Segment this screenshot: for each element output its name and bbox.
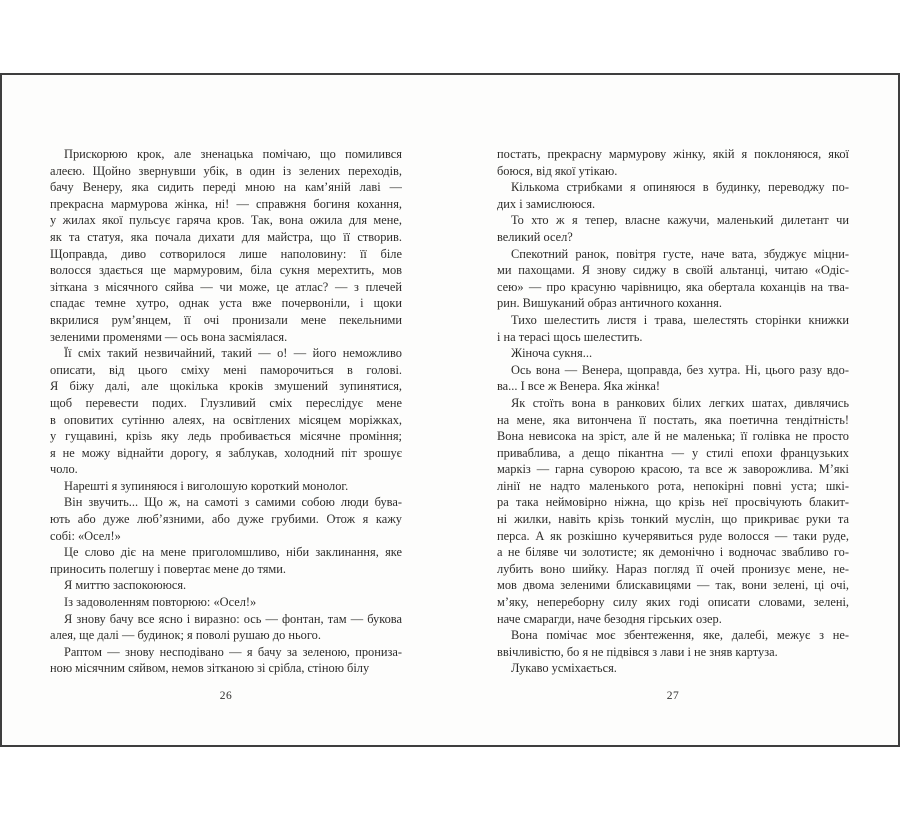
text-line: Кількома стрибками я опиняюся в будинку, переводжу по- (511, 180, 849, 195)
text-line: собі: «Осел!» (50, 528, 121, 543)
text-line: прекрасна мармурова жінка, ні! — справжня богиня кохання, (50, 196, 402, 211)
text-line: в оповитих сутінню алеях, на освітлених місяцем моріжках, (50, 412, 402, 427)
text-line: То хто ж я тепер, власне кажучи, маленький дилетант чи (511, 213, 849, 228)
text-line: сею» — про красуню чарівницю, яка обертала коханців на тва- (497, 279, 849, 294)
page-text-left (50, 146, 402, 677)
text-line: Лукаво усміхається. (511, 661, 617, 676)
text-line: Нарешті я зупиняюся і виголошую короткий монолог. (64, 478, 349, 493)
text-line: приносить полегшу і повертає мене до тями. (50, 561, 286, 576)
page-number-left: 26 (219, 690, 233, 702)
text-line: лінії не надто маленького рота, непокірні повні уста; шкі- (497, 478, 849, 493)
text-line: ні жилки, навіть крізь тонкий муслін, що прикриває руки та (497, 512, 849, 527)
text-line: Як стоїть вона в ранкових білих легких шатах, дивлячись (511, 395, 849, 410)
text-line: Тихо шелестить листя і трава, шелестять сторінки книжки (511, 312, 849, 327)
text-line: наче смарагди, наче безодня гірських озер. (497, 611, 722, 626)
text-line: алея, ще далі — будинок; я поволі рушаю до нього. (50, 628, 321, 643)
text-line: Прискорюю крок, але зненацька помічаю, що помилився (64, 147, 402, 161)
text-line: Це слово діє на мене приголомшливо, ніби заклинання, яке (64, 545, 402, 560)
text-line: волосся здається ще мармуровим, біла сукня мерехтить, мов (50, 263, 402, 278)
text-line: Я біжу далі, але щокілька кроків змушений зупинятися, (50, 379, 402, 394)
text-line: а не біляве чи золотисте; як демонічно і водночас звабливо го- (497, 545, 849, 560)
text-line: Щоправда, диво сотворилося лише наполовину: її біле (50, 246, 402, 261)
text-line: ють або дуже люб’язними, або дуже грубими. Отож я кажу (50, 512, 402, 527)
text-line: зеленими променями — ось вона засміялася. (50, 329, 288, 344)
book-page-right (497, 146, 849, 726)
page-text-right (497, 146, 849, 677)
text-line: ною місячним сяйвом, немов зітканою зі срібла, стіною білу (50, 661, 370, 676)
text-line: перса. А як розкішно кучерявиться руде волосся — таки руде, (497, 528, 849, 543)
text-line: вкрилися рум’янцем, її очі пронизали мене пекельними (50, 312, 402, 327)
text-line: Із задоволенням повторюю: «Осел!» (64, 595, 257, 610)
text-line: Вона помічає моє збентеження, яке, далебі, межує з не- (511, 628, 849, 643)
text-line: Я знову бачу все ясно і виразно: ось — фонтан, там — букова (64, 611, 402, 626)
text-line: Вона невисока на зріст, але й не маленька; її голівка не просто (497, 429, 849, 444)
book-page-left (50, 146, 402, 726)
text-line: Жіноча сукня... (511, 346, 593, 361)
text-line: рин. Вишуканий образ античного кохання. (497, 296, 722, 311)
text-line: зіткана з місячного сяйва — чи може, це атлас? — з плечей (50, 279, 402, 294)
text-line: ра така неймовірно ніжна, що крізь неї просвічують блакит- (497, 495, 849, 510)
text-line: описати, від цього сміху мені паморочиться в голові. (50, 362, 402, 377)
text-line: лубить воно шийку. Нараз погляд її очей пронизує мене, не- (497, 561, 849, 576)
text-line: постать, прекрасну мармурову жінку, якій я поклоняюся, якої (497, 147, 849, 161)
text-line: у гущавині, крізь яку ледь пробивається місячне проміння; (50, 429, 402, 444)
text-line: щоб перевести подих. Глузливий сміх переслідує мене (50, 395, 402, 410)
page-number-right: 27 (666, 690, 680, 702)
text-line: ввічливістю, бо я не підвівся з лави і не зняв картуза. (497, 644, 778, 659)
text-line: приваблива, а дещо пікантна — у стилі епохи французьких (497, 445, 849, 460)
text-line: Я миттю заспокоююся. (64, 578, 187, 593)
text-line: боюся, від якої утікаю. (497, 163, 618, 178)
book-spread-frame (0, 73, 900, 747)
text-line: Він звучить... Що ж, на самоті з самими собою люди бува- (64, 495, 402, 510)
text-line: дих і замислююся. (497, 196, 596, 211)
text-line: на мене, яка витончена її постать, яка поетична тендітність! (497, 412, 849, 427)
text-line: ва... І все ж Венера. Яка жінка! (497, 379, 661, 394)
text-line: чоло. (50, 462, 78, 477)
text-line: як та статуя, яка почала дихати для майстра, що її створив. (50, 229, 402, 244)
text-line: м’яку, непереборну силу яких годі описати словами, зелені, (497, 595, 849, 610)
text-line: і на терасі щось шелестить. (497, 329, 643, 344)
text-line: маркіз — гарна суворою красою, та все ж заворожлива. М’які (497, 462, 849, 477)
text-line: великий осел? (497, 229, 573, 244)
text-line: мов двома зеленими блискавицями — так, вони зелені, ці очі, (497, 578, 849, 593)
text-line: ми пахощами. Я знову сиджу в своїй альтанці, читаю «Одіс- (497, 263, 849, 278)
text-line: Раптом — знову несподівано — я бачу за зеленою, прониза- (64, 644, 402, 659)
text-line: я не можу віднайти дорогу, я заблукав, холодний піт зрошує (50, 445, 402, 460)
text-line: Спекотний ранок, повітря густе, наче вата, збуджує міцни- (511, 246, 849, 261)
text-line: Ось вона — Венера, щоправда, без хутра. Ні, цього разу вдо- (511, 362, 849, 377)
text-line: Її сміх такий незвичайний, такий — о! — його неможливо (64, 346, 402, 361)
text-line: спадає темне хутро, однак уста вже почервоніли, і щоки (50, 296, 402, 311)
text-line: у жилах якої пульсує гаряча кров. Так, вона ожила для мене, (50, 213, 402, 228)
text-line: бачу Венеру, яка сидить переді мною на кам’яній лаві — (50, 180, 402, 195)
text-line: алеєю. Щойно звернувши убік, в один із зелених переходів, (50, 163, 402, 178)
